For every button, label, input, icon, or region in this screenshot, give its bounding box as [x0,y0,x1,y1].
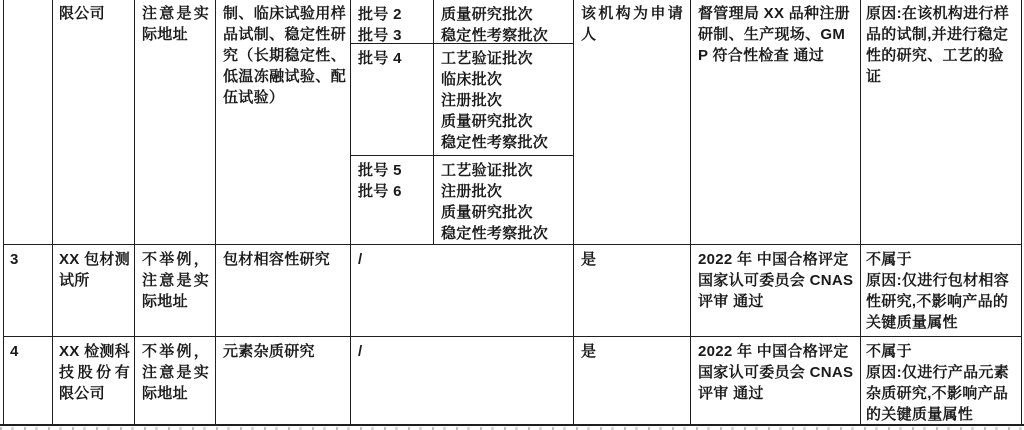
cell-research-scope: 包材相容性研究 [223,251,331,268]
cell-batch-placeholder: / [358,251,363,268]
table-border [52,0,53,426]
table-border [350,0,351,426]
cell-batch-numbers-group2: 批号 4 [358,50,402,67]
cell-conclusion: 不属于 原因:仅进行包材相容性研究,不影响产品的关键质量属性 [866,251,1009,331]
table-border-left [3,0,4,426]
cell-company-name: XX 包材测试所 [59,251,130,289]
cell-row-index: 4 [10,343,19,360]
cell-batch-types-group2: 工艺验证批次 临床批次 注册批次 质量研究批次 稳定性考察批次 [441,50,549,151]
cell-company-continued: 限公司 [59,5,105,22]
table-border [860,0,861,426]
table-border-row [3,336,1022,337]
table-border [690,0,691,426]
cell-applicant-status: 该机构为申请人 [581,5,683,43]
table-border-row [3,244,1022,245]
cell-conclusion: 原因:在该机构进行样品的试制,并进行稳定性的研究、工艺的验证 [866,5,1009,85]
table-border [134,0,135,426]
cell-inspection-result: 督管理局 XX 品种注册研制、生产现场、GMP 符合性检查 通过 [698,5,850,64]
cell-batch-numbers-group3: 批号 5 批号 6 [358,162,402,200]
cell-address-note: 注意是实际地址 [142,5,209,43]
table-border [215,0,216,426]
cell-batch-placeholder: / [358,343,363,360]
cell-address-note: 不举例，注意是实际地址 [142,251,209,310]
cell-row-index: 3 [10,251,19,268]
cell-company-name: XX 检测科技股份有限公司 [59,343,130,402]
table-border-batch-divider [433,0,434,244]
cell-batch-types-group3: 工艺验证批次 注册批次 质量研究批次 稳定性考察批次 [441,162,549,242]
cell-inspection-result: 2022 年 中国合格评定国家认可委员会 CNAS 评审 通过 [698,251,854,310]
cell-applicant-status: 是 [581,251,597,268]
cell-research-scope: 制、临床试验用样品试制、稳定性研究（长期稳定性、低温冻融试验、配伍试验） [223,5,346,106]
table-border-right [1021,0,1022,426]
cell-inspection-result: 2022 年 中国合格评定国家认可委员会 CNAS 评审 通过 [698,343,854,402]
cell-batch-types-group1: 质量研究批次 稳定性考察批次 [441,6,549,44]
cell-research-scope: 元素杂质研究 [223,343,315,360]
table-border-subrow [350,155,574,156]
cell-address-note: 不举例，注意是实际地址 [142,343,209,402]
cell-applicant-status: 是 [581,343,597,360]
cell-conclusion: 不属于 原因:仅进行产品元素杂质研究,不影响产品的关键质量属性 [866,343,1009,423]
table-border [573,0,574,426]
cell-batch-numbers-group1: 批号 2 批号 3 [358,6,402,44]
